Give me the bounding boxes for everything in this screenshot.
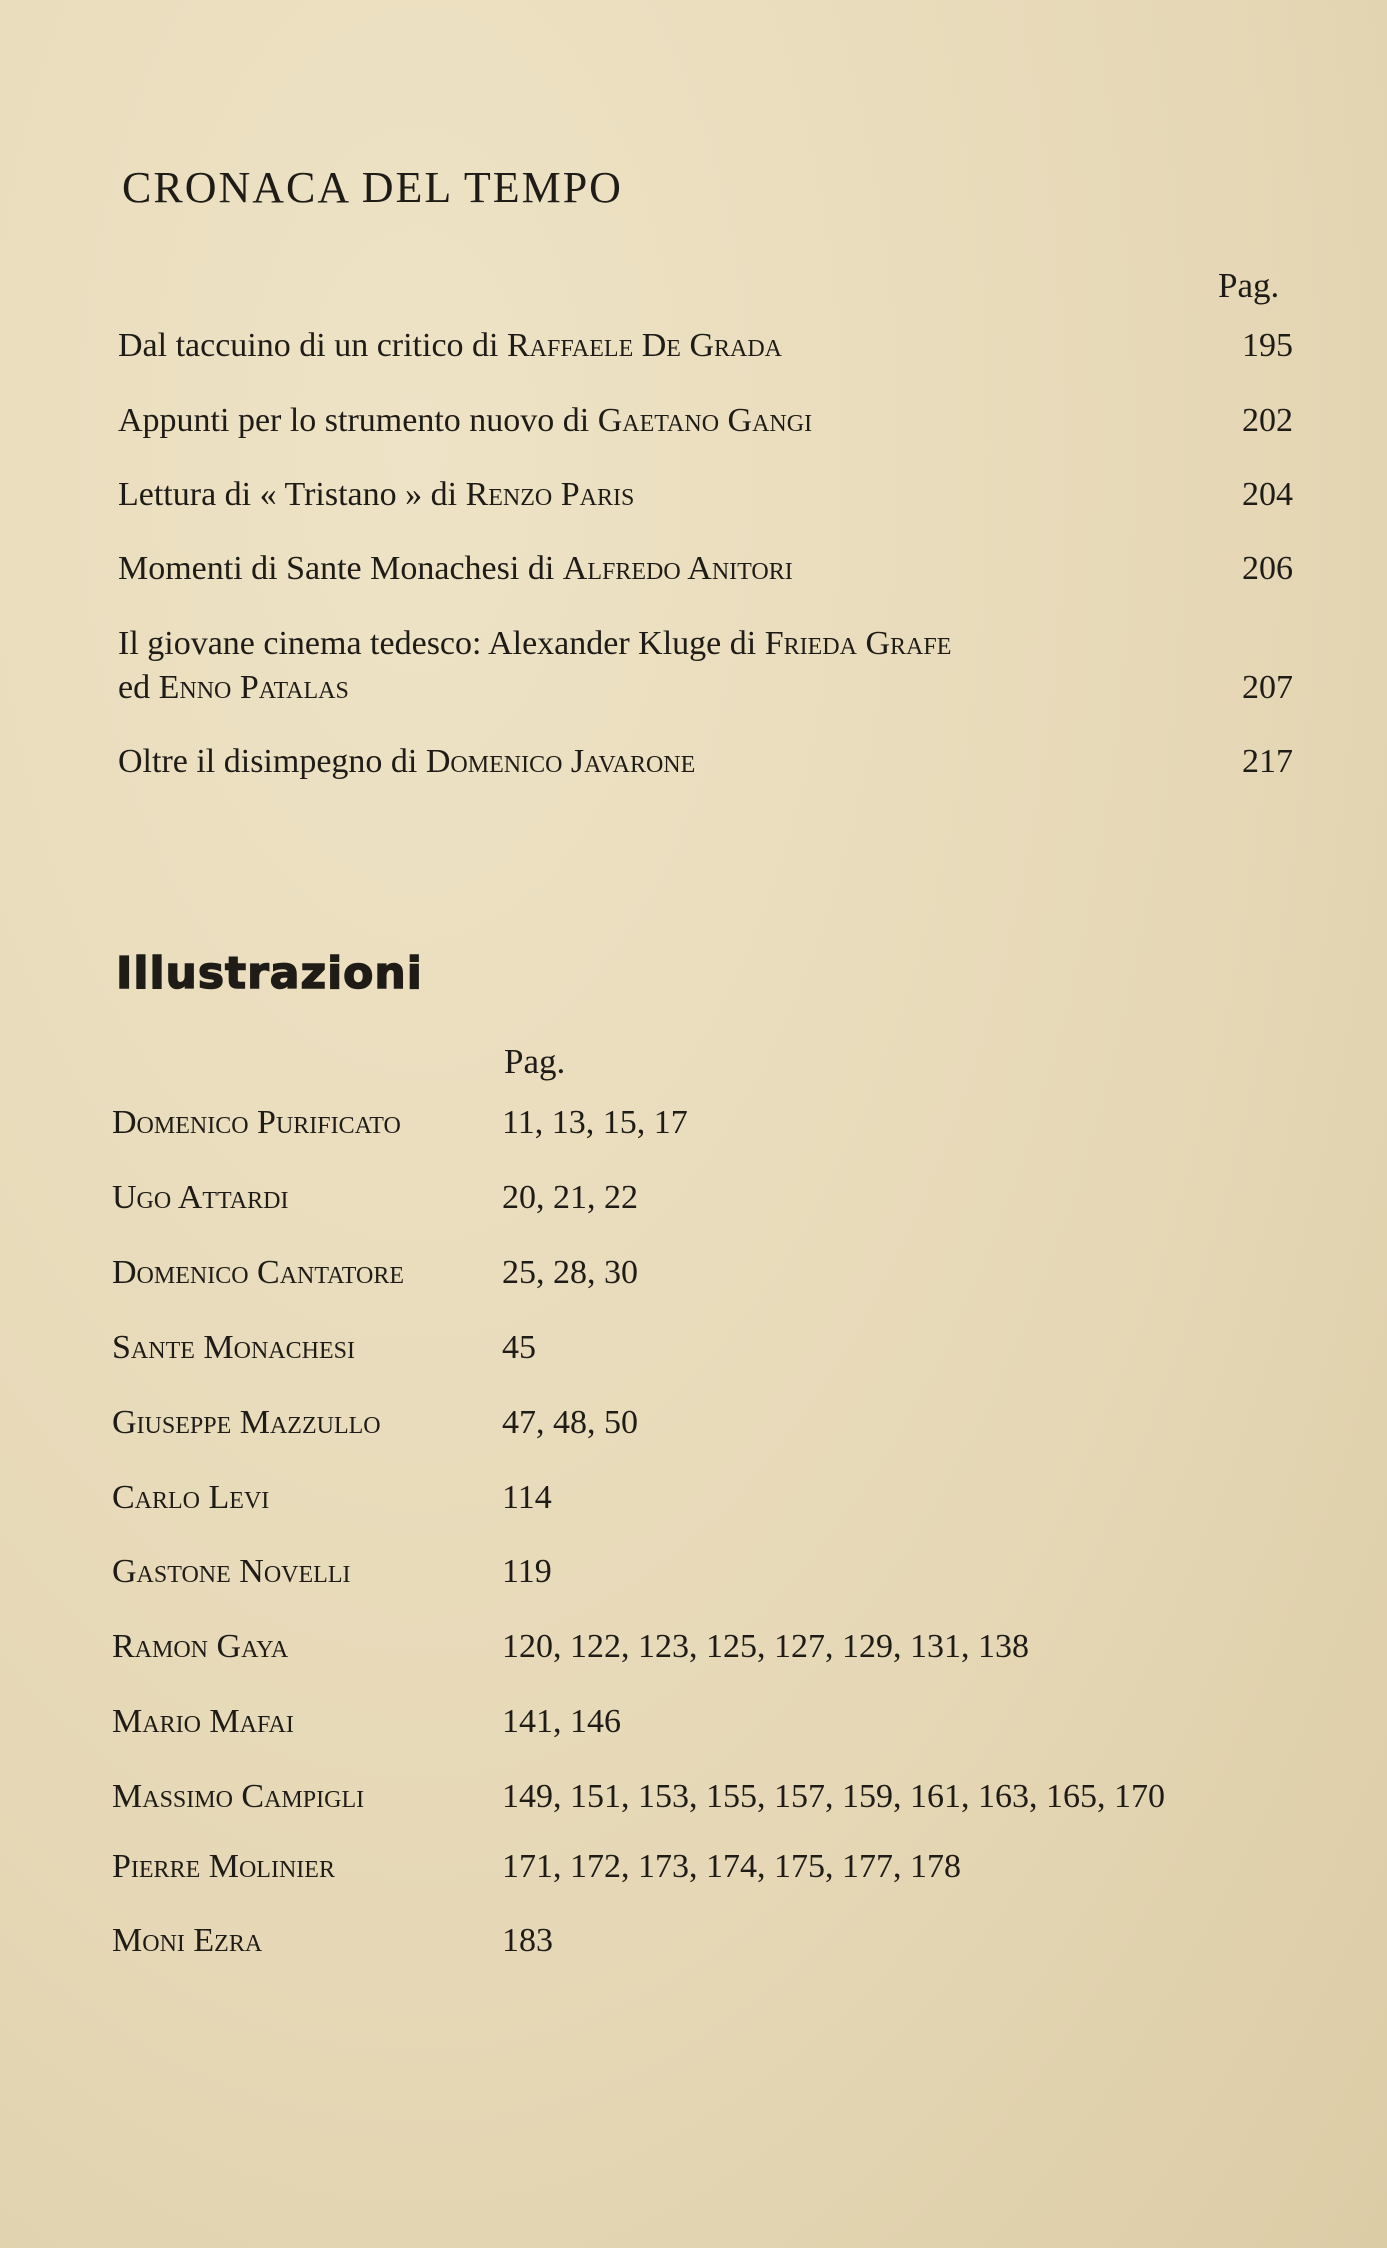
illustration-pages: 120, 122, 123, 125, 127, 129, 131, 138 bbox=[502, 1628, 1029, 1665]
entry-title: Appunti per lo strumento nuovo di bbox=[118, 402, 590, 439]
entry-author: Raffaele De Grada bbox=[507, 327, 783, 364]
entry-title: Il giovane cinema tedesco: Alexander Kluge di bbox=[118, 625, 757, 662]
entry-title: Momenti di Sante Monachesi di bbox=[118, 550, 555, 587]
entry-author: Enno Patalas bbox=[158, 669, 349, 706]
artist-name: Domenico Cantatore bbox=[112, 1254, 405, 1291]
artist-name: Ugo Attardi bbox=[112, 1179, 289, 1216]
entry-title: Oltre il disimpegno di bbox=[118, 743, 418, 780]
artist-name: Mario Mafai bbox=[112, 1703, 294, 1740]
artist-name: Gastone Novelli bbox=[112, 1553, 351, 1590]
illustration-pages: 119 bbox=[502, 1553, 552, 1590]
artist-name: Domenico Purificato bbox=[112, 1104, 401, 1141]
entry-page: 206 bbox=[1242, 550, 1293, 587]
artist-name: Ramon Gaya bbox=[112, 1628, 289, 1665]
entry-page: 202 bbox=[1242, 402, 1293, 439]
illustration-pages: 25, 28, 30 bbox=[502, 1254, 638, 1291]
artist-name: Pierre Molinier bbox=[112, 1848, 335, 1885]
page-column-label: Pag. bbox=[504, 1042, 566, 1081]
artist-name: Carlo Levi bbox=[112, 1479, 270, 1516]
toc-entry bbox=[118, 622, 1293, 710]
section-title-illustrazioni: Illustrazioni bbox=[116, 948, 423, 999]
illustration-pages: 47, 48, 50 bbox=[502, 1404, 638, 1441]
entry-page: 217 bbox=[1242, 743, 1293, 780]
entry-author: Alfredo Anitori bbox=[562, 550, 793, 587]
illustration-pages: 20, 21, 22 bbox=[502, 1179, 638, 1216]
artist-name: Moni Ezra bbox=[112, 1922, 263, 1959]
section-title-cronaca: CRONACA DEL TEMPO bbox=[122, 163, 623, 212]
artist-name: Massimo Campigli bbox=[112, 1778, 365, 1815]
artist-name: Sante Monachesi bbox=[112, 1329, 355, 1366]
entry-page: 204 bbox=[1242, 476, 1293, 513]
entry-author: Renzo Paris bbox=[465, 476, 635, 513]
illustration-pages: 114 bbox=[502, 1479, 552, 1516]
entry-author: Frieda Grafe bbox=[764, 625, 952, 662]
illustration-pages: 45 bbox=[502, 1329, 536, 1366]
illustration-pages: 141, 146 bbox=[502, 1703, 621, 1740]
illustration-pages: 11, 13, 15, 17 bbox=[502, 1104, 688, 1141]
illustration-pages: 183 bbox=[502, 1922, 553, 1959]
entry-title-continued: ed bbox=[118, 669, 151, 706]
illustration-pages: 171, 172, 173, 174, 175, 177, 178 bbox=[502, 1848, 961, 1885]
artist-name: Giuseppe Mazzullo bbox=[112, 1404, 381, 1441]
illustration-pages: 149, 151, 153, 155, 157, 159, 161, 163, 165, 170 bbox=[502, 1778, 1165, 1815]
entry-title: Lettura di « Tristano » di bbox=[118, 476, 458, 513]
entry-page: 195 bbox=[1242, 327, 1293, 364]
entry-page: 207 bbox=[1242, 669, 1293, 706]
entry-author: Gaetano Gangi bbox=[597, 402, 813, 439]
entry-author: Domenico Javarone bbox=[425, 743, 696, 780]
entry-title: Dal taccuino di un critico di bbox=[118, 327, 499, 364]
page-column-label: Pag. bbox=[1218, 266, 1280, 305]
